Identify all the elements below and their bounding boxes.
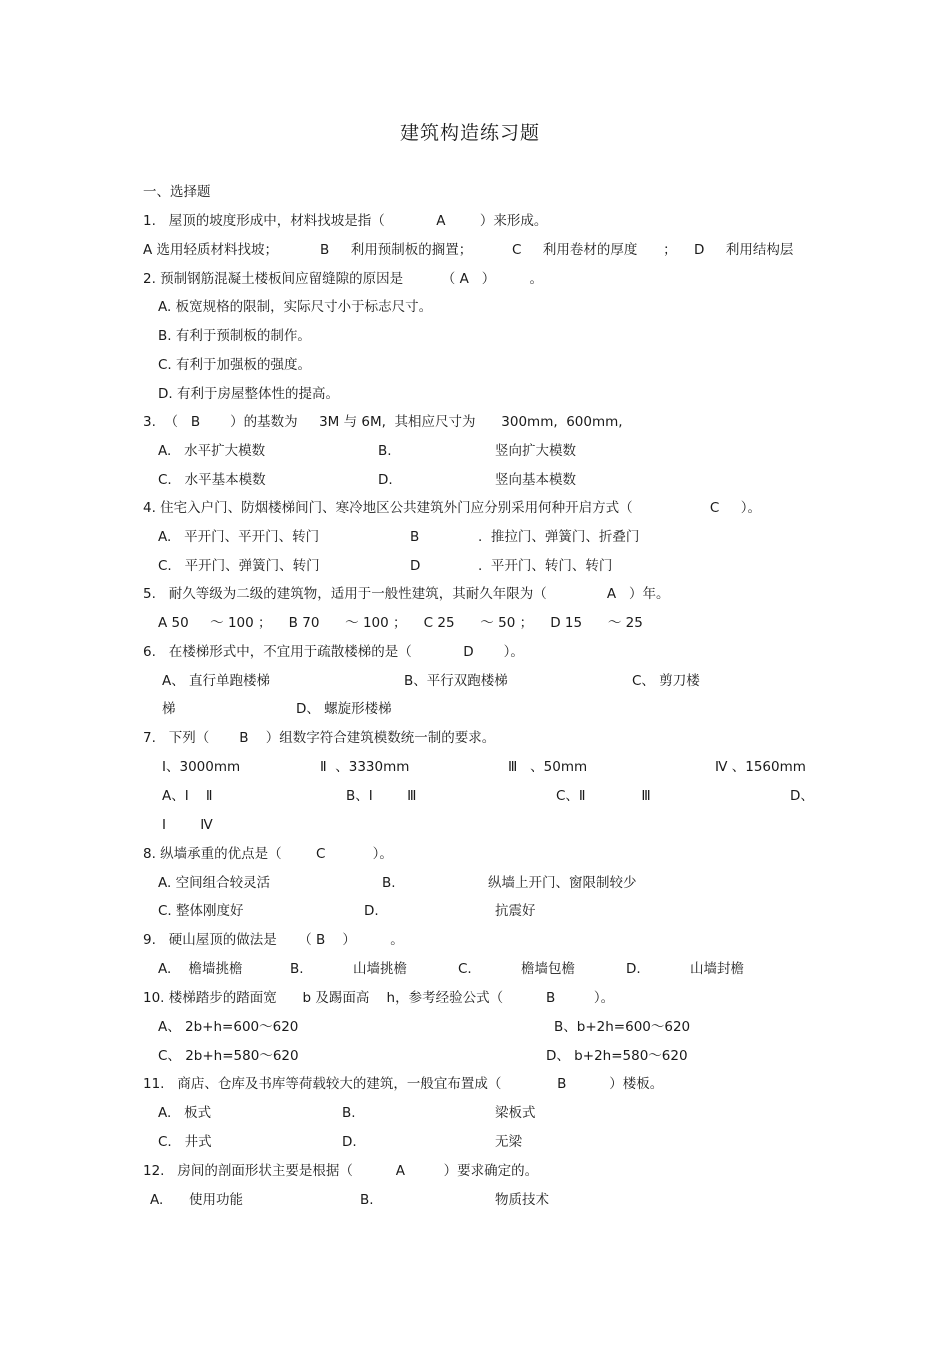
question-9-option-a: A. 檐墙挑檐 — [158, 961, 243, 977]
question-1-stem: 1. 屋顶的坡度形成中，材料找坡是指（ A ）来形成。 — [143, 213, 548, 229]
question-9-option-b-letter: B. — [290, 961, 304, 977]
page-title: 建筑构造练习题 — [399, 122, 540, 144]
question-10-option-a: A、 2b+h=600～620 — [158, 1019, 299, 1035]
question-4-option-d-text: . 平开门、转门、转门 — [478, 558, 613, 574]
question-11-option-b-text: 梁板式 — [495, 1105, 536, 1121]
question-5-options: A 50 ～ 100 ； B 70 ～ 100 ； C 25 ～ 50 ； D 15 ～ 25 — [158, 615, 643, 631]
question-3-option-a: A. 水平扩大模数 — [158, 443, 266, 459]
question-8-option-c: C. 整体刚度好 — [158, 903, 244, 919]
question-2-option-c: C. 有利于加强板的强度。 — [158, 357, 312, 373]
question-1-option-d: D 利用结构层 — [694, 242, 794, 258]
question-4-option-a: A. 平开门、平开门、转门 — [158, 529, 320, 545]
question-11-option-b-letter: B. — [342, 1105, 356, 1121]
question-7-option-a: A、Ⅰ Ⅱ — [162, 788, 213, 804]
question-12-option-b-letter: B. — [360, 1192, 374, 1208]
question-8-option-b-text: 纵墙上开门、窗限制较少 — [488, 875, 637, 891]
section-heading: 一、选择题 — [143, 184, 211, 200]
question-11-option-d-text: 无梁 — [495, 1134, 522, 1150]
question-9-option-c-text: 檐墙包檐 — [521, 961, 575, 977]
question-4-option-b-letter: B — [410, 529, 420, 545]
question-10-option-c: C、 2b+h=580～620 — [158, 1048, 299, 1064]
question-7-item-2: Ⅱ 、3330mm — [320, 759, 410, 775]
question-10-option-d: D、 b+2h=580～620 — [546, 1048, 688, 1064]
question-9-option-d-text: 山墙封檐 — [690, 961, 744, 977]
question-1-option-c: C 利用卷材的厚度 ； — [512, 242, 677, 258]
question-11-stem: 11. 商店、仓库及书库等荷载较大的建筑，一般宜布置成（ B ）楼板。 — [143, 1076, 664, 1092]
question-2-option-a: A. 板宽规格的限制，实际尺寸小于标志尺寸。 — [158, 299, 433, 315]
question-7-item-4: Ⅳ 、1560mm — [715, 759, 806, 775]
question-3-option-c: C. 水平基本模数 — [158, 472, 266, 488]
question-12-stem: 12. 房间的剖面形状主要是根据（ A ）要求确定的。 — [143, 1163, 539, 1179]
question-6-option-c-continued: 梯 — [162, 701, 176, 717]
question-3-option-b-text: 竖向扩大模数 — [495, 443, 576, 459]
question-3-option-b-letter: B. — [378, 443, 392, 459]
question-12-option-b-text: 物质技术 — [495, 1192, 549, 1208]
question-2-option-d: D. 有利于房屋整体性的提高。 — [158, 386, 339, 402]
question-4-option-c: C. 平开门、弹簧门、转门 — [158, 558, 320, 574]
question-11-option-c: C. 井式 — [158, 1134, 212, 1150]
question-3-stem: 3. （ B ）的基数为 3M 与 6M, 其相应尺寸为 300mm, 600mm, — [143, 414, 623, 430]
question-3-option-d-text: 竖向基本模数 — [495, 472, 576, 488]
question-9-option-b-text: 山墙挑檐 — [353, 961, 407, 977]
question-7-item-1: Ⅰ、3000mm — [162, 759, 241, 775]
question-7-option-b: B、Ⅰ Ⅲ — [346, 788, 417, 804]
question-7-item-3: Ⅲ 、50mm — [508, 759, 588, 775]
question-3-option-d-letter: D. — [378, 472, 393, 488]
question-11-option-d-letter: D. — [342, 1134, 357, 1150]
question-2-stem: 2. 预制钢筋混凝土楼板间应留缝隙的原因是 （ A ） 。 — [143, 271, 544, 287]
question-4-option-b-text: . 推拉门、弹簧门、折叠门 — [478, 529, 640, 545]
question-11-option-a: A. 板式 — [158, 1105, 212, 1121]
question-9-option-d-letter: D. — [626, 961, 641, 977]
question-4-stem: 4. 住宅入户门、防烟楼梯间门、寒冷地区公共建筑外门应分别采用何种开启方式（ C ）。 — [143, 500, 762, 516]
question-10-stem: 10. 楼梯踏步的踏面宽 b 及踢面高 h，参考经验公式（ B ）。 — [143, 990, 615, 1006]
question-7-stem: 7. 下列（ B ）组数字符合建筑模数统一制的要求。 — [143, 730, 496, 746]
question-8-option-a: A. 空间组合较灵活 — [158, 875, 271, 891]
question-12-option-a: A. 使用功能 — [150, 1192, 244, 1208]
question-8-option-d-text: 抗震好 — [495, 903, 536, 919]
question-6-stem: 6. 在楼梯形式中，不宜用于疏散楼梯的是（ D ）。 — [143, 644, 524, 660]
question-9-stem: 9. 硬山屋顶的做法是 （ B ） 。 — [143, 932, 404, 948]
question-5-stem: 5. 耐久等级为二级的建筑物，适用于一般性建筑，其耐久年限为（ A ）年。 — [143, 586, 670, 602]
question-7-option-d-continued: Ⅰ Ⅳ — [162, 817, 213, 833]
question-2-option-b: B. 有利于预制板的制作。 — [158, 328, 311, 344]
question-6-option-b: B、平行双跑楼梯 — [404, 673, 508, 689]
question-7-option-c: C、Ⅱ Ⅲ — [556, 788, 651, 804]
question-7-option-d: D、 — [790, 788, 814, 804]
question-10-option-b: B、b+2h=600～620 — [554, 1019, 691, 1035]
question-8-stem: 8. 纵墙承重的优点是（ C ）。 — [143, 846, 393, 862]
question-4-option-d-letter: D — [410, 558, 421, 574]
question-8-option-b-letter: B. — [382, 875, 396, 891]
question-6-option-a: A、 直行单跑楼梯 — [162, 673, 271, 689]
question-1-option-b: B 利用预制板的搁置； — [320, 242, 473, 258]
question-6-option-c: C、 剪刀楼 — [632, 673, 700, 689]
question-1-option-a: A 选用轻质材料找坡； — [143, 242, 279, 258]
question-6-option-d: D、 螺旋形楼梯 — [296, 701, 392, 717]
question-8-option-d-letter: D. — [364, 903, 379, 919]
question-9-option-c-letter: C. — [458, 961, 472, 977]
